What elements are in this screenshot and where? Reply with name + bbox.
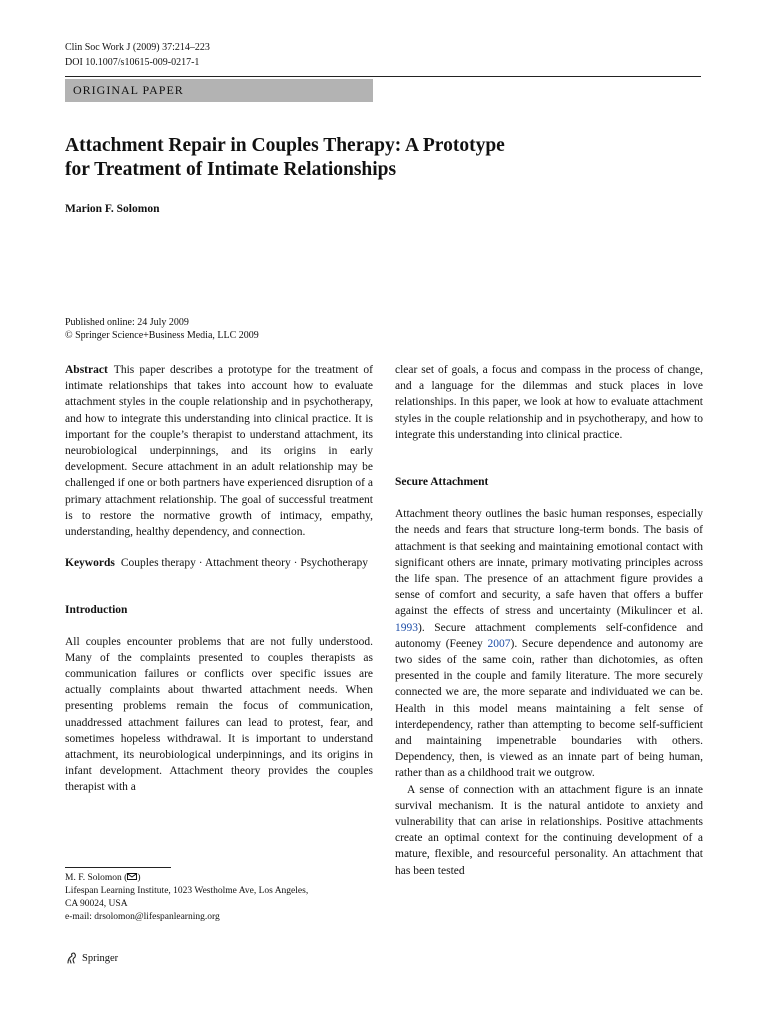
para1-part-c: ). Secure dependence and autonomy are two sides of the same coin, rather than dichotomies, as often presented in the couple and family literature. The more securely connected we are, the more separate and individuated we can be. Health in this model means maintaining a felt sense of interdependency, rather than attempting to become self-sufficient and maintaining impenetrable boundaries with others. Dependency, then, is viewed as an innate part of being human, rather than as a childhood trait we outgrow. [395, 637, 704, 780]
abstract-label: Abstract [65, 364, 108, 376]
footnote-institution: Lifespan Learning Institute, 1023 Westholme Ave, Los Angeles, [65, 886, 309, 896]
keywords [65, 555, 373, 571]
envelope-icon [127, 873, 137, 880]
introduction-heading: Introduction [65, 604, 128, 617]
author-footnote [65, 872, 373, 924]
keywords-text: Couples therapy · Attachment theory · Psychotherapy [120, 557, 369, 570]
citation-link-1993[interactable]: 1993 [395, 621, 418, 634]
title-line-2: for Treatment of Intimate Relationships [65, 159, 397, 180]
para1-part-b: ). Secure attachment complements self-confidence and autonomy (Feeney [395, 621, 703, 650]
left-column [65, 362, 373, 796]
author: Marion F. Solomon [65, 203, 160, 215]
abstract-text: This paper describes a prototype for the treatment of intimate relationships that takes into account how to evaluate attachment styles in the couple relationship and in psychotherapy, and how to integrate this understanding into clinical practice. It is important for the couple’s therapist to understand attachment, its neurobiological underpinnings, and its origins in early development. Secure attachment in an adult relationship may be challenged if one or both partners have experienced disruption of a primary attachment relationship. The goal of successful treatment is to restore the normative growth of intimacy, empathy, understanding, healthy dependency, and connection. [65, 364, 373, 539]
connection-paragraph: A sense of connection with an attachment figure is an innate survival mechanism. It is the natural antidote to anxiety and vulnerability that can arise in relationships. Positive attachments create an optimal context for the continuing development of a mature, flexible, and resourceful personality. An attachment that has been tested [395, 783, 703, 877]
secure-attachment-paragraph [395, 506, 703, 781]
para1-part-a: Attachment theory outlines the basic human responses, especially the needs and fears that structure long-term bonds. The basis of attachment is that seeking and maintaining emotional contact with significant others are innate, primary motivating principles across the life span. The presence of an attachment figure provides a sense of comfort and security, a safe haven that offers a buffer against the effects of stress and uncertainty (Mikulincer et al. [395, 508, 703, 618]
journal-citation: Clin Soc Work J (2009) 37:214–223 [65, 42, 210, 53]
right-column [395, 362, 703, 879]
abstract [65, 362, 373, 540]
published-date: Published online: 24 July 2009 [65, 317, 189, 328]
footnote-location: CA 90024, USA [65, 899, 128, 909]
publisher-name: Springer [82, 952, 119, 964]
keywords-label: Keywords [65, 557, 115, 570]
copyright: © Springer Science+Business Media, LLC 2009 [65, 330, 259, 341]
footnote-rule [65, 867, 171, 868]
doi[interactable]: DOI 10.1007/s10615-009-0217-1 [65, 57, 200, 68]
publisher-mark [65, 951, 118, 965]
introduction-text: All couples encounter problems that are not fully understood. Many of the complaints presented to couples therapists as communication failures or conflicts over specific issues are actually complaints about thwarted attachment needs. When presenting problems remain the focus of communication, unaddressed attachment failures can lead to protest, fear, and sometimes hopeless withdrawal. It is important to understand attachment, its neurobiological underpinnings, and its origins in infant development. Attachment theory provides the couples therapist with a [65, 635, 373, 794]
footnote-author: M. F. Solomon ( ) [65, 873, 141, 883]
citation-link-2007[interactable]: 2007 [487, 637, 511, 650]
header-rule [65, 76, 701, 77]
springer-horse-icon [65, 951, 79, 965]
title-line-1: Attachment Repair in Couples Therapy: A Prototype [65, 135, 505, 156]
secure-attachment-heading: Secure Attachment [395, 476, 489, 489]
continuation-text: clear set of goals, a focus and compass in the process of change, and a language for the dilemmas and stuck places in love relationships. In this paper, we look at how to evaluate attachment styles in the couple relationship and in psychotherapy, and how to integrate this understanding into clinical practice. [395, 364, 703, 441]
article-type-banner: ORIGINAL PAPER [65, 79, 373, 102]
footnote-email[interactable]: e-mail: drsolomon@lifespanlearning.org [65, 912, 220, 922]
article-title [65, 134, 705, 182]
